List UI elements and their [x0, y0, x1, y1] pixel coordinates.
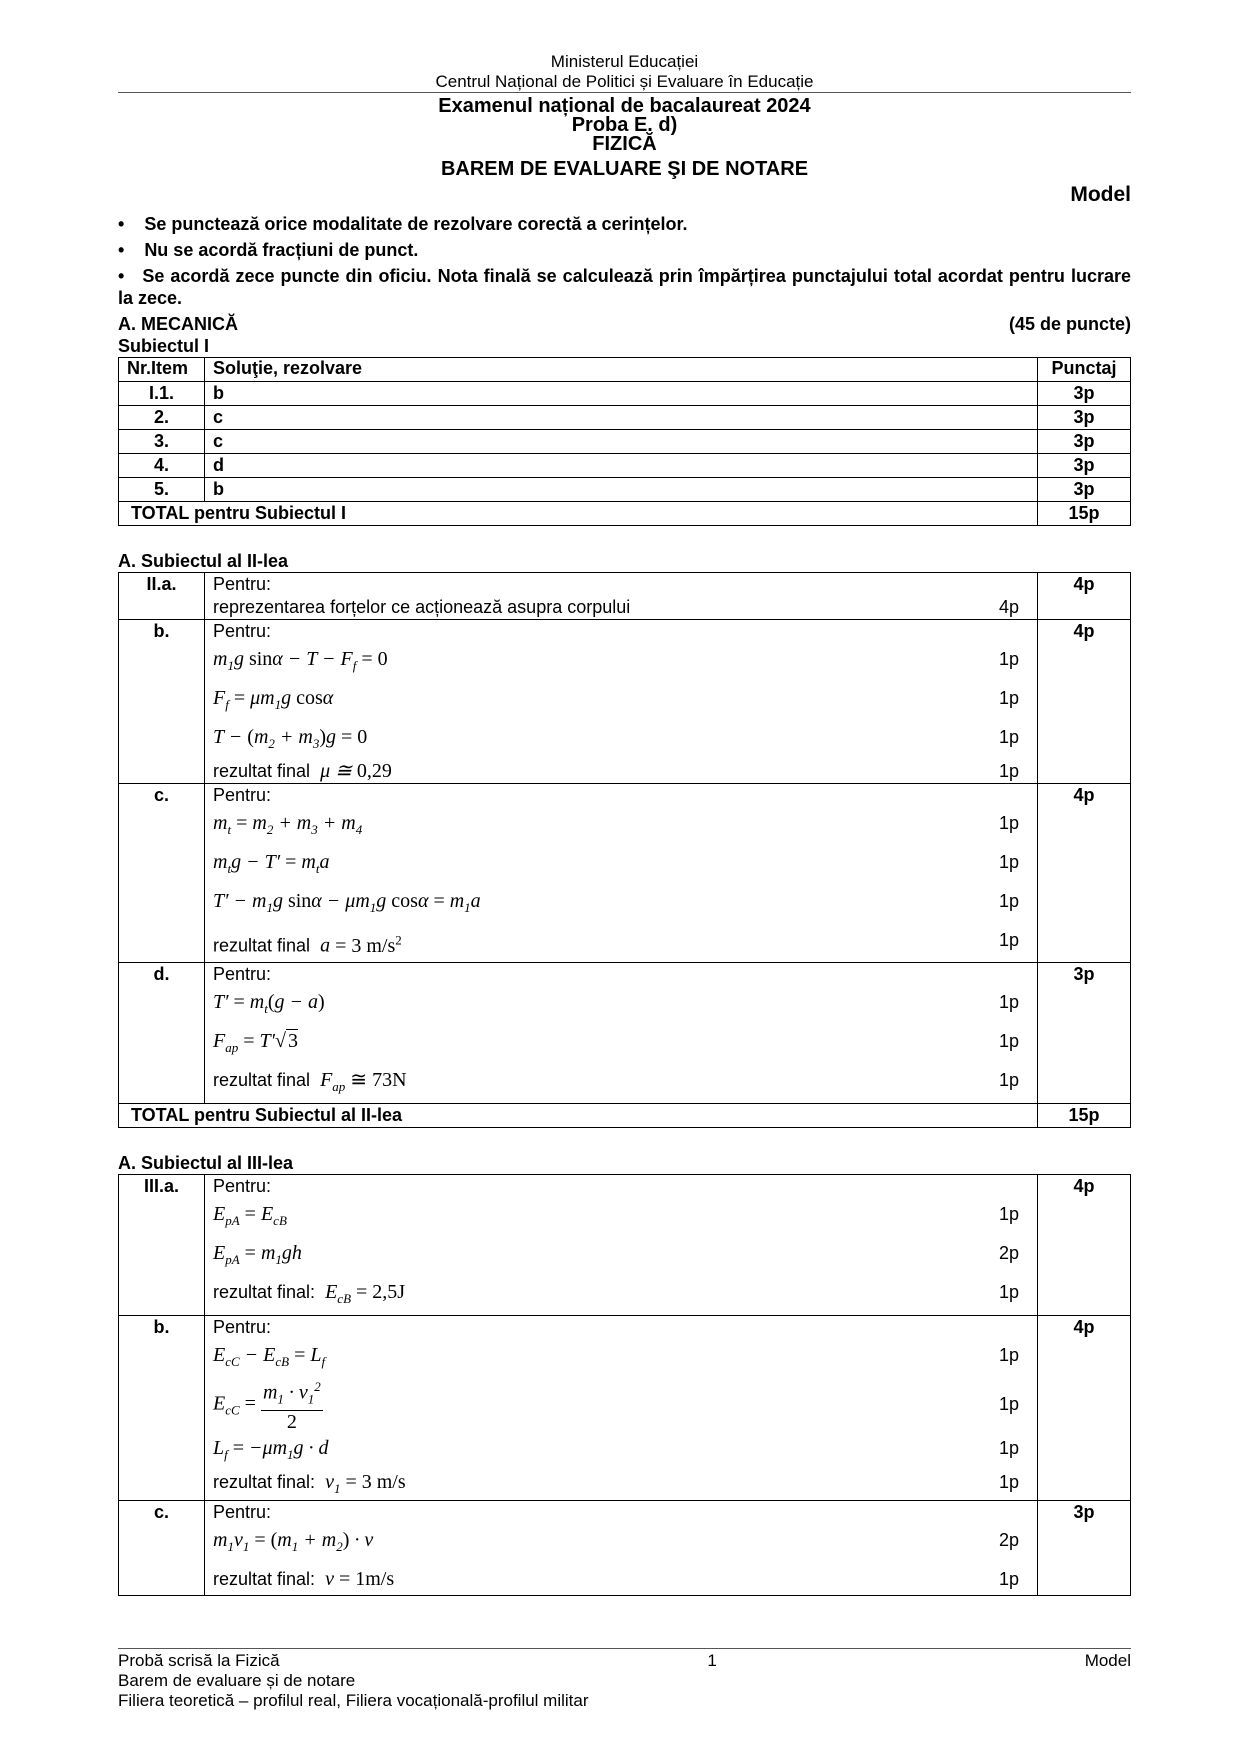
- subject3-title: A. Subiectul al III-lea: [118, 1152, 294, 1173]
- result-line: rezultat final a = 3 $m/s^2$ 1p: [213, 930, 1020, 957]
- section-header: [118, 313, 1131, 335]
- rule-item: • Nu se acordă fracțiuni de punct.: [118, 240, 419, 260]
- total-points: 15p: [1038, 1103, 1131, 1127]
- formula-line: $T' - m_1g$ $\sin\alpha - \mu m_1g$ $\cos\alpha = m_1a$ 1p: [213, 890, 1020, 915]
- subject2-table: [118, 572, 1131, 1128]
- formula-line: $E_{cC} - E_{cB} = L_f$ 1p: [213, 1343, 1020, 1369]
- formula-line: $T' = m_t(g - a)$ 1p: [213, 990, 1020, 1016]
- item-row-IIb: b. Pentru: $m_1g$ $\sin\alpha - T - F_f = 0$ 1p $F_f = \mu m_1g$ cosα 1p $T - (m_2 + m_3)g = 0$ 1p rezultat final μ ≅ 0,29 1p 4p: [119, 620, 1131, 784]
- center-name: Centrul Național de Politici și Evaluare în Educație: [118, 72, 1131, 93]
- page-footer: [118, 1648, 1131, 1711]
- item-row-IIIb: b. Pentru: $E_{cC} - E_{cB} = L_f$ 1p $E_{cC}$ = $\frac{m_1 \cdot v_1^2}{2}$ 1p $L_f = -\mu m_1g \cdot d$ 1p rezultat final: $v_1 = 3$ m/s 1p 4p: [119, 1315, 1131, 1500]
- section-points: (45 de puncte): [1008, 314, 1131, 334]
- subject3-table: [118, 1174, 1131, 1596]
- header-item: Nr.Item: [119, 358, 205, 382]
- result-line: rezultat final: $v_1 = 3$ m/s 1p: [213, 1470, 1020, 1496]
- result-line: rezultat final: $E_{cB} = 2,5J$ 1p: [213, 1280, 1020, 1306]
- table-row: 5. b 3p: [119, 478, 1131, 502]
- subject-name: FIZICĂ: [592, 133, 657, 155]
- formula-line: $E_{pA} = E_{cB}$ 1p: [213, 1202, 1020, 1228]
- formula-line: $m_t = m_2 + m_3 + m_4$ 1p: [213, 812, 1020, 837]
- section-title: A. MECANICĂ: [118, 314, 238, 334]
- formula-line: $m_1g$ $\sin\alpha - T - F_f = 0$ 1p: [213, 648, 1020, 673]
- formula-line: $F_f = \mu m_1g$ cosα 1p: [213, 687, 1020, 712]
- formula-line: $E_{pA} = m_1gh$ 2p: [213, 1241, 1020, 1267]
- formula-line: $m_1v_1 = (m_1 + m_2) \cdot v$ 2p: [213, 1528, 1020, 1554]
- table-header-row: [119, 358, 1131, 382]
- rules-list: [118, 213, 1131, 309]
- result-line: rezultat final: v = 1m/s 1p: [213, 1567, 1020, 1590]
- total-points: 15p: [1038, 502, 1131, 526]
- formula-line: $T - (m_2 + m_3)g = 0$ 1p: [213, 726, 1020, 751]
- result-line: rezultat final $F_{ap}$ ≅ 73N 1p: [213, 1068, 1020, 1094]
- footer-barem: Barem de evaluare și de notare: [118, 1671, 356, 1690]
- subject1-title: Subiectul I: [118, 336, 210, 356]
- formula-line: $F_{ap} = T'√$ 3 1p: [213, 1029, 1020, 1055]
- table-row: 4. d 3p: [119, 454, 1131, 478]
- footer-filiera: Filiera teoretică – profilul real, Filiera vocațională-profilul militar: [118, 1691, 589, 1710]
- total-label: TOTAL pentru Subiectul I: [119, 502, 1038, 526]
- rule-item: • Se acordă zece puncte din oficiu. Nota finală se calculează prin împărțirea punctajului total acordat pentru lucrare la zece.: [118, 266, 1131, 308]
- formula-line: $E_{cC}$ = $\frac{m_1 \cdot v_1^2}{2}$ 1p: [213, 1378, 1029, 1432]
- proba-label: Proba E. d): [571, 114, 678, 136]
- formula-line: $m_tg - T' = m_ta$ 1p: [213, 851, 1020, 876]
- result-line: rezultat final μ ≅ 0,29 1p: [213, 760, 1020, 782]
- table-row: 3. c 3p: [119, 430, 1131, 454]
- total-label: TOTAL pentru Subiectul al II-lea: [119, 1103, 1038, 1127]
- total-row: [119, 502, 1131, 526]
- rule-item: • Se punctează orice modalitate de rezolvare corectă a cerințelor.: [118, 214, 688, 234]
- total-row: [119, 1103, 1131, 1127]
- formula-line: $L_f = -\mu m_1g \cdot d$ 1p: [213, 1436, 1020, 1462]
- model-label: Model: [1070, 183, 1131, 206]
- item-row-IIa: II.a. Pentru: reprezentarea forțelor ce acționează asupra corpului 4p 4p: [119, 573, 1131, 620]
- item-row-IIIc: c. Pentru: $m_1v_1 = (m_1 + m_2) \cdot v$ 2p rezultat final: v = 1m/s 1p 3p: [119, 1500, 1131, 1595]
- barem-title: BAREM DE EVALUARE ŞI DE NOTARE: [440, 158, 809, 180]
- item-row-IIIa: III.a. Pentru: $E_{pA} = E_{cB}$ 1p $E_{pA} = m_1gh$ 2p rezultat final: $E_{cB} = 2,5J$ 1p 4p: [119, 1174, 1131, 1315]
- table-row: 2. c 3p: [119, 406, 1131, 430]
- item-row-IIc: c. Pentru: $m_t = m_2 + m_3 + m_4$ 1p $m_tg - T' = m_ta$ 1p $T' - m_1g$ $\sin\alpha - \mu m_1g$ $\cos\alpha = m_1a$ 1p rezultat final a = 3 $m/s^2$ 1p 4p: [119, 784, 1131, 963]
- exam-title: Examenul național de bacalaureat 2024: [438, 95, 811, 117]
- page-number: 1: [707, 1651, 717, 1670]
- header-solution: Soluţie, rezolvare: [205, 358, 1038, 382]
- barem-page: [118, 0, 1131, 1755]
- table-row: I.1. b 3p: [119, 382, 1131, 406]
- ministry-name: Ministerul Educației: [550, 52, 699, 71]
- footer-model: Model: [1084, 1651, 1131, 1670]
- subject1-table: [118, 357, 1131, 526]
- subject2-title: A. Subiectul al II-lea: [118, 551, 289, 571]
- footer-exam: Probă scrisă la Fizică: [118, 1651, 280, 1670]
- header-points: Punctaj: [1038, 358, 1131, 382]
- item-row-IId: d. Pentru: $T' = m_t(g - a)$ 1p $F_{ap} = T'√$ 3 1p rezultat final $F_{ap}$ ≅ 73N 1p 3p: [119, 962, 1131, 1103]
